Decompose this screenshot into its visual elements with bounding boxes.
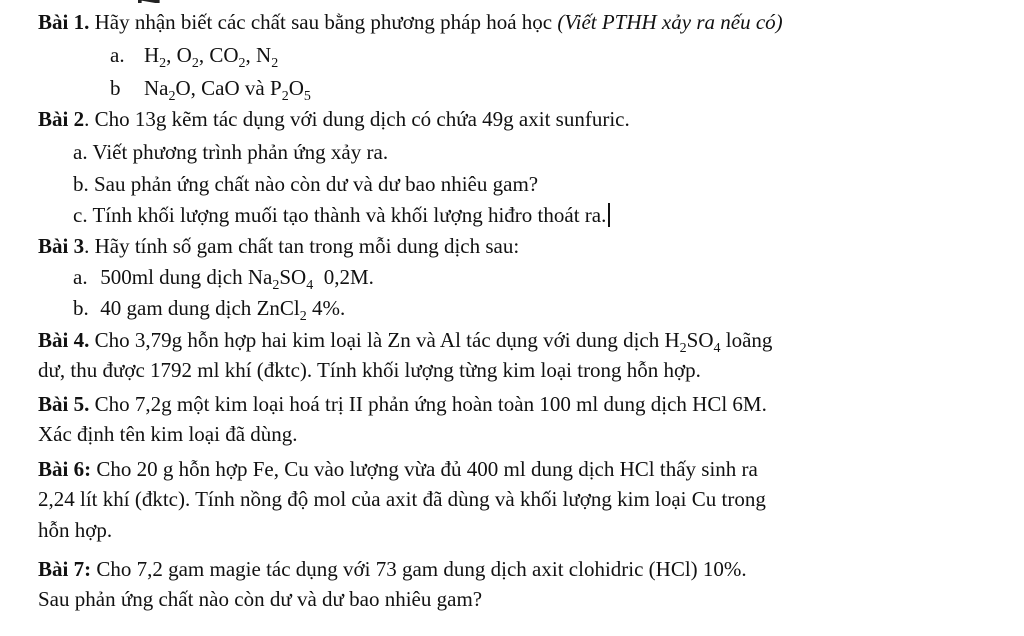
bai2-text: . Cho 13g kẽm tác dụng với dung dịch có chứa 49g axit sunfuric. xyxy=(84,107,630,131)
bai3-title: Bài 3 xyxy=(38,234,85,258)
bai3-b-marker: b. xyxy=(73,296,89,320)
bai6-line2: 2,24 lít khí (đktc). Tính nồng độ mol của axit đã dùng và khối lượng kim loại Cu trong xyxy=(38,487,766,511)
bai7-line1 xyxy=(38,556,747,582)
bai2-item-c: c. Tính khối lượng muối tạo thành và khối lượng hiđro thoát ra. xyxy=(73,203,607,227)
bai3-b-pre: 40 gam dung dịch xyxy=(100,296,252,320)
cropped-text-remnant xyxy=(138,0,174,3)
bai1-item-b: b $Na_2O$, CaO và $P_2O_5$ xyxy=(110,76,311,104)
bai2-heading-line xyxy=(38,106,630,132)
bai1-heading-line xyxy=(38,9,783,35)
bai7-text1: Cho 7,2 gam magie tác dụng với 73 gam dung dịch axit clohidric (HCl) 10%. xyxy=(96,557,747,581)
bai3-a-post: 0,2M. xyxy=(323,265,374,289)
bai1-text: Hãy nhận biết các chất sau bằng phương pháp hoá học xyxy=(94,10,553,34)
bai6-text1: Cho 20 g hỗn hợp Fe, Cu vào lượng vừa đủ 400 ml dung dịch HCl thấy sinh ra xyxy=(96,457,758,481)
bai5-title: Bài 5. xyxy=(38,392,90,416)
bai2-item-a: a. Viết phương trình phản ứng xảy ra. xyxy=(73,140,389,164)
bai4-title: Bài 4. xyxy=(38,328,90,352)
bai6-line3: hỗn hợp. xyxy=(38,518,113,542)
bai7-line2: Sau phản ứng chất nào còn dư và dư bao nhiêu gam? xyxy=(38,587,483,611)
bai1-b-conj: và xyxy=(244,76,265,100)
bai3-a-pre: 500ml dung dịch xyxy=(100,265,243,289)
bai6-line1 xyxy=(38,456,758,482)
bai4-text1: Cho 3,79g hỗn hợp hai kim loại là Zn và Al tác dụng với dung dịch xyxy=(94,328,660,352)
text-cursor xyxy=(608,203,610,227)
bai1-note: (Viết PTHH xảy ra nếu có) xyxy=(557,10,783,34)
bai3-item-b: b. 40 gam dung dịch ZnCl$_2$ 4%. xyxy=(73,296,346,324)
bai5-line2: Xác định tên kim loại đã dùng. xyxy=(38,422,298,446)
bai2-title: Bài 2 xyxy=(38,107,85,131)
bai1-a-marker: a. xyxy=(110,43,125,67)
bai7-title: Bài 7: xyxy=(38,557,92,581)
bai1-item-a: a. $H_2$, $O_2$, $CO_2$, $N_2$ xyxy=(110,43,279,71)
bai4-text1-end: loãng xyxy=(725,328,773,352)
bai4-line2: dư, thu được 1792 ml khí (đktc). Tính khối lượng từng kim loại trong hỗn hợp. xyxy=(38,358,701,382)
bai6-title: Bài 6: xyxy=(38,457,92,481)
bai2-item-c-line xyxy=(73,202,610,228)
bai5-text1: Cho 7,2g một kim loại hoá trị II phản ứng hoàn toàn 100 ml dung dịch HCl 6M. xyxy=(94,392,767,416)
bai3-item-a: a. 500ml dung dịch $Na_2SO_4$ 0,2M. xyxy=(73,265,374,293)
bai3-text: . Hãy tính số gam chất tan trong mỗi dung dịch sau: xyxy=(84,234,520,258)
bai3-a-marker: a. xyxy=(73,265,88,289)
bai3-heading-line xyxy=(38,233,519,259)
bai4-line1: Bài 4. Cho 3,79g hỗn hợp hai kim loại là Zn và Al tác dụng với dung dịch $H_2SO_4$ loãng xyxy=(38,328,773,356)
bai2-item-b: b. Sau phản ứng chất nào còn dư và dư bao nhiêu gam? xyxy=(73,172,539,196)
bai1-b-marker: b xyxy=(110,76,121,100)
bai3-b-post: 4%. xyxy=(311,296,346,320)
bai1-title: Bài 1. xyxy=(38,10,90,34)
bai5-line1 xyxy=(38,391,767,417)
